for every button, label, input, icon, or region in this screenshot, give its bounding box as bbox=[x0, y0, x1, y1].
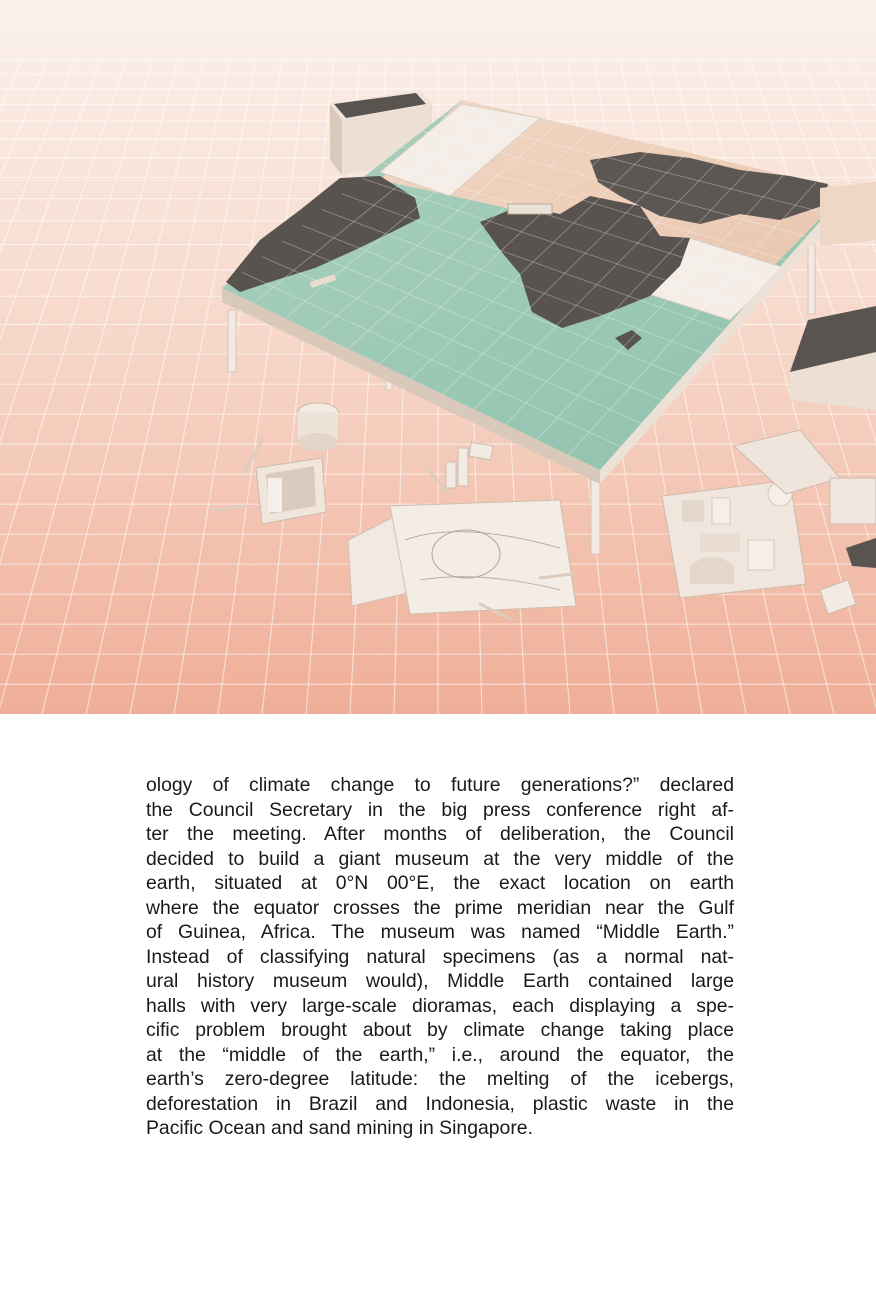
paragraph-line: earth, situated at 0°N 00°E, the exact location on earth bbox=[146, 872, 734, 894]
paint-can bbox=[298, 403, 338, 451]
paragraph-line-last: Pacific Ocean and sand mining in Singapore. bbox=[146, 1117, 533, 1139]
paragraph-line: decided to build a giant museum at the very middle of the bbox=[146, 847, 734, 870]
body-paragraph bbox=[146, 773, 734, 1141]
paragraph-line: ology of climate change to future generations?” declared bbox=[146, 774, 734, 796]
paragraph-line: Instead of classifying natural specimens (as a normal nat- bbox=[146, 945, 734, 968]
paragraph-line: deforestation in Brazil and Indonesia, plastic waste in the bbox=[146, 1092, 734, 1115]
block-pieces bbox=[662, 480, 806, 598]
paragraph-line: the Council Secretary in the big press conference right af- bbox=[146, 798, 734, 821]
paragraph-line: of Guinea, Africa. The museum was named “Middle Earth.” bbox=[146, 921, 734, 943]
paragraph-line: at the “middle of the earth,” i.e., around the equator, the bbox=[146, 1043, 734, 1066]
paragraph-line: halls with very large-scale dioramas, each displaying a spe- bbox=[146, 994, 734, 1017]
plinth-top-right bbox=[820, 182, 876, 246]
paragraph-line: where the equator crosses the prime meridian near the Gulf bbox=[146, 896, 734, 919]
paragraph-line: ter the meeting. After months of deliberation, the Council bbox=[146, 823, 734, 845]
open-box bbox=[256, 458, 326, 524]
diorama-sign bbox=[508, 204, 552, 214]
paragraph-line: cific problem brought about by climate change taking place bbox=[146, 1019, 734, 1041]
paragraph-line: earth’s zero-degree latitude: the melting of the icebergs, bbox=[146, 1068, 734, 1090]
paragraph-line: ural history museum would), Middle Earth contained large bbox=[146, 970, 734, 992]
